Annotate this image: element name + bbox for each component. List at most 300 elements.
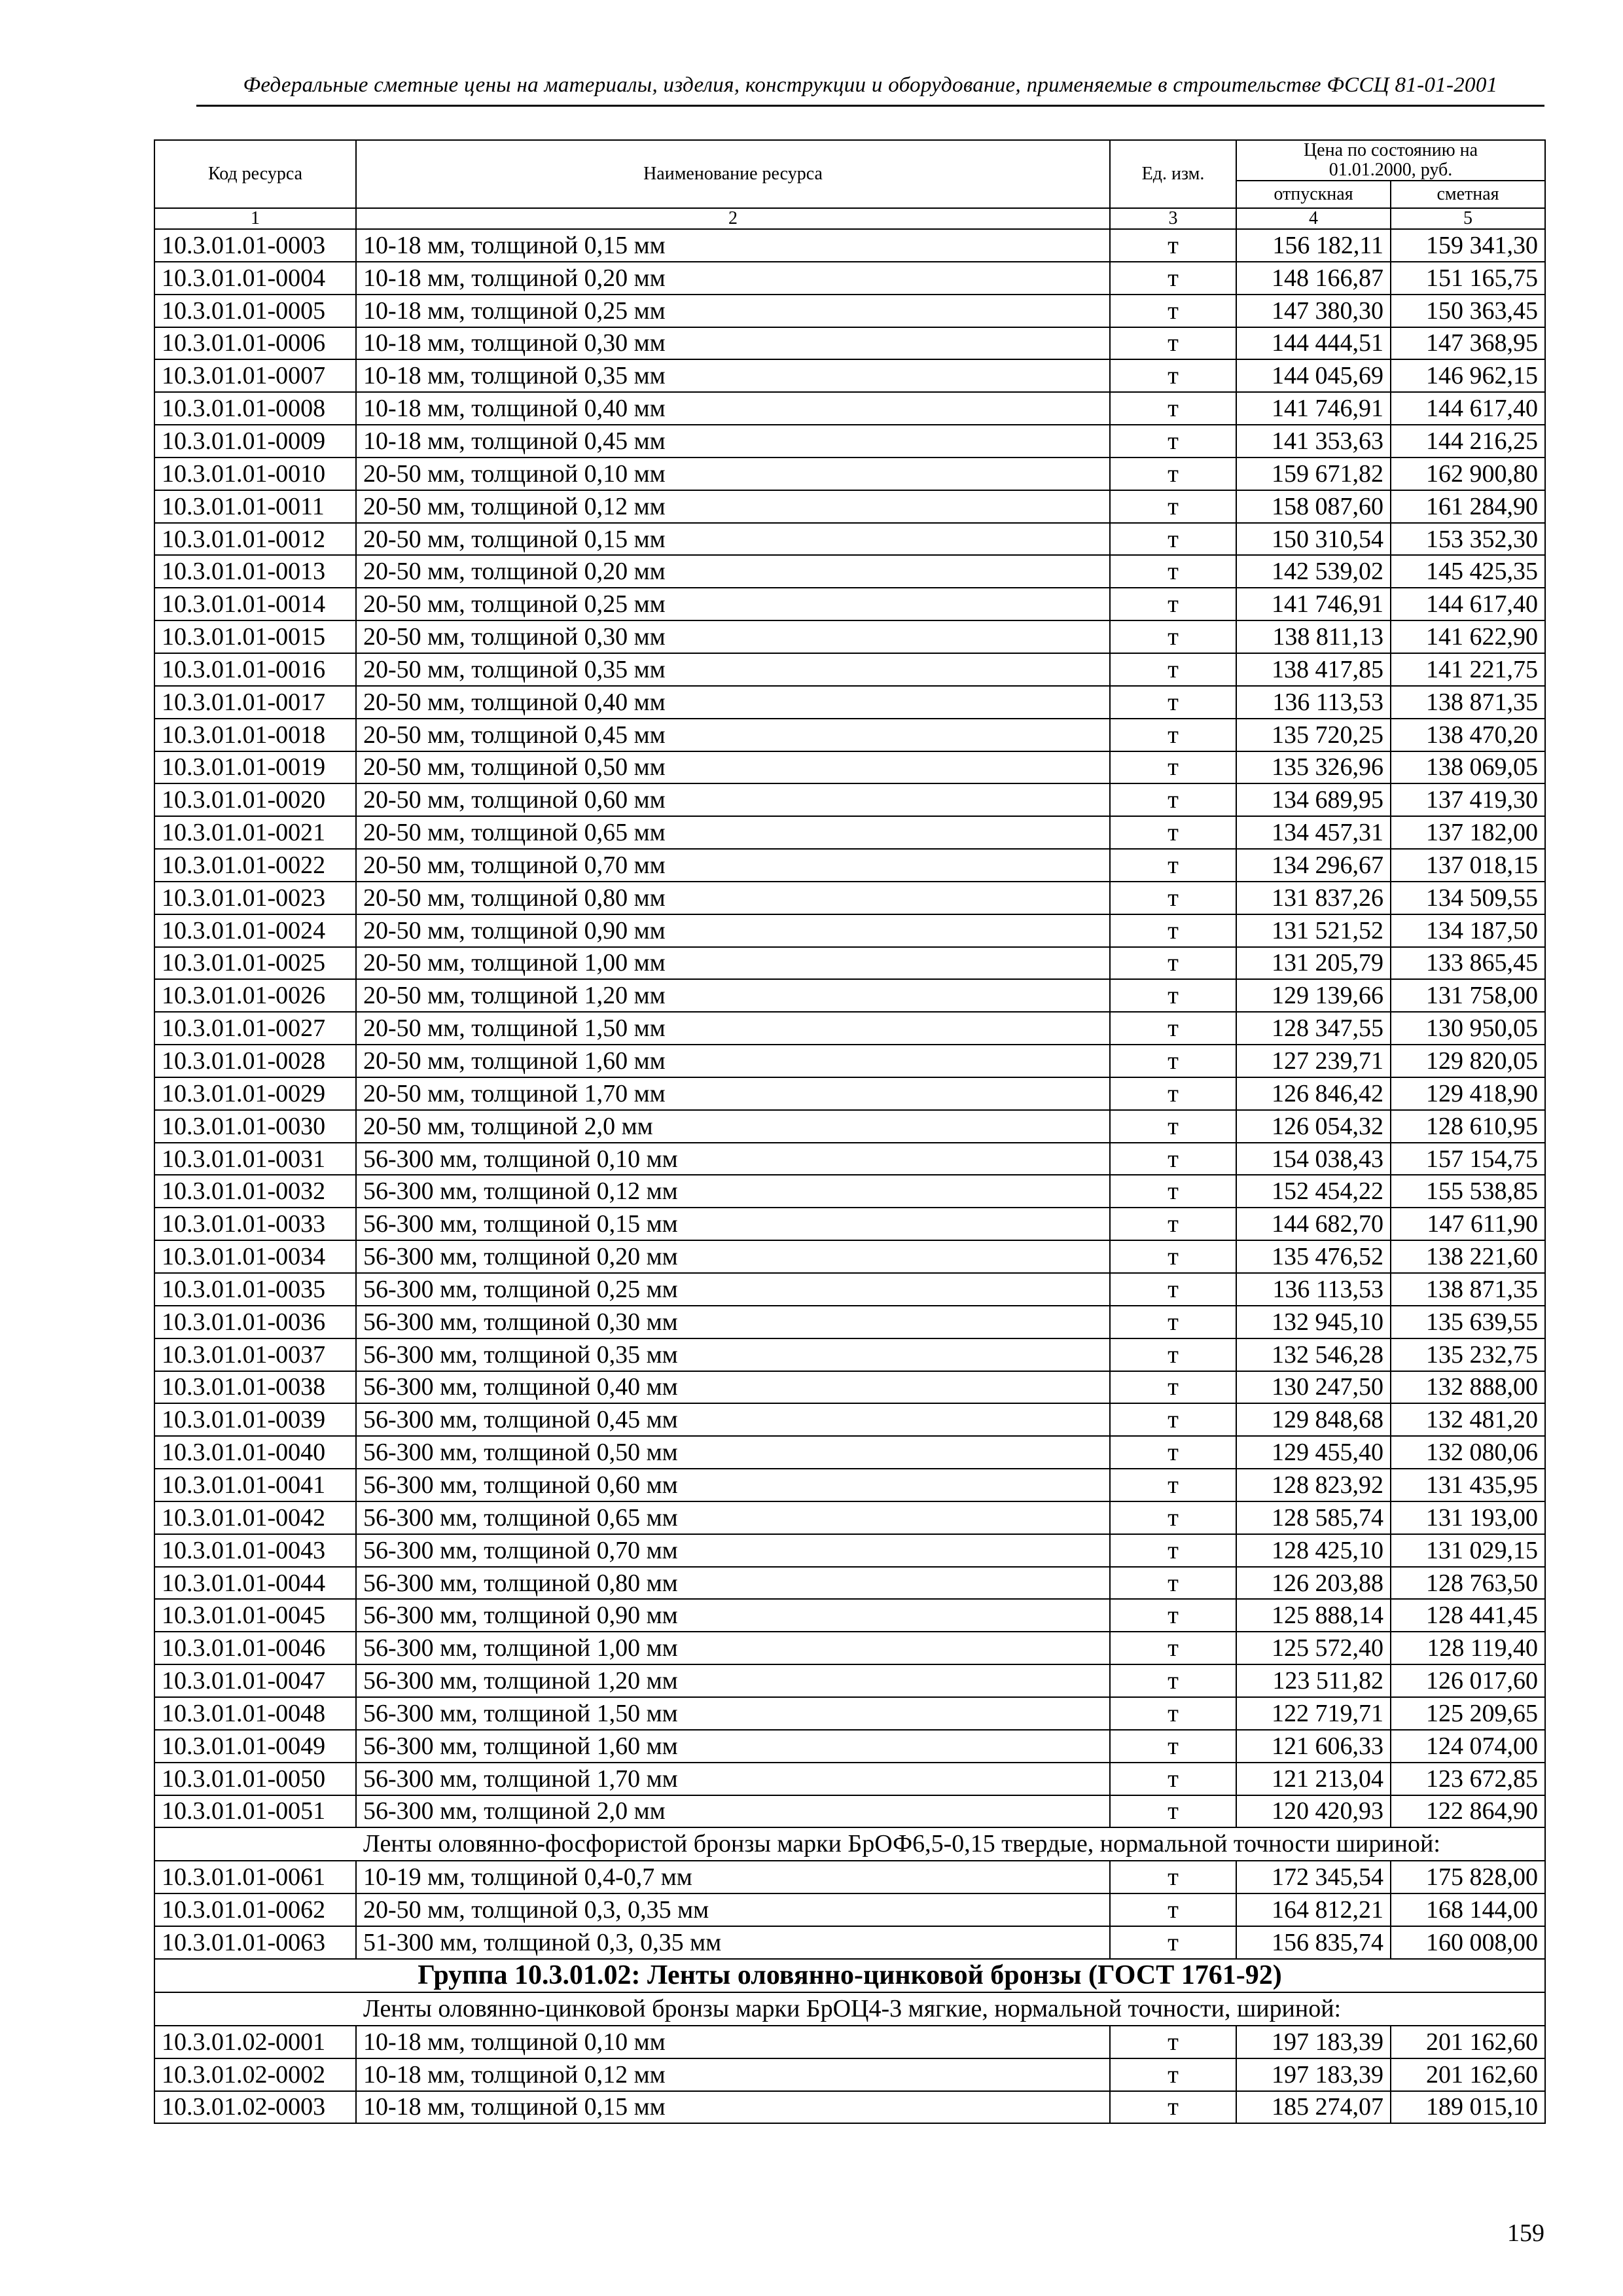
cell-name: 10-18 мм, толщиной 0,12 мм — [356, 2058, 1110, 2091]
cell-release-price: 135 326,96 — [1236, 751, 1391, 784]
table-row — [154, 620, 1545, 653]
cell-unit: т — [1110, 1697, 1236, 1730]
table-row — [154, 979, 1545, 1012]
cell-code: 10.3.01.01-0010 — [154, 457, 356, 490]
cell-unit: т — [1110, 620, 1236, 653]
cell-name: 20-50 мм, толщиной 0,80 мм — [356, 882, 1110, 914]
cell-estimate-price: 201 162,60 — [1391, 2058, 1545, 2091]
table-row — [154, 262, 1545, 295]
cell-code: 10.3.01.01-0045 — [154, 1599, 356, 1632]
cell-code: 10.3.01.01-0018 — [154, 719, 356, 751]
cell-estimate-price: 126 017,60 — [1391, 1664, 1545, 1697]
cell-name: 56-300 мм, толщиной 0,15 мм — [356, 1208, 1110, 1240]
cell-estimate-price: 189 015,10 — [1391, 2091, 1545, 2124]
table-row — [154, 1664, 1545, 1697]
cell-code: 10.3.01.01-0024 — [154, 914, 356, 947]
cell-code: 10.3.01.01-0034 — [154, 1240, 356, 1273]
section-group-c — [154, 1959, 1545, 2026]
table-row — [154, 783, 1545, 816]
table-row — [154, 1501, 1545, 1534]
cell-code: 10.3.01.01-0033 — [154, 1208, 356, 1240]
table-body-b — [154, 1861, 1545, 1959]
cell-unit: т — [1110, 2058, 1236, 2091]
cell-release-price: 129 455,40 — [1236, 1436, 1391, 1469]
cell-estimate-price: 131 758,00 — [1391, 979, 1545, 1012]
cell-name: 56-300 мм, толщиной 0,65 мм — [356, 1501, 1110, 1534]
cell-estimate-price: 138 871,35 — [1391, 686, 1545, 719]
cell-estimate-price: 132 481,20 — [1391, 1403, 1545, 1436]
col-number: 4 — [1236, 208, 1391, 229]
cell-release-price: 134 689,95 — [1236, 783, 1391, 816]
table-row — [154, 392, 1545, 425]
cell-estimate-price: 128 610,95 — [1391, 1110, 1545, 1143]
cell-code: 10.3.01.01-0014 — [154, 588, 356, 620]
cell-name: 20-50 мм, толщиной 0,25 мм — [356, 588, 1110, 620]
cell-estimate-price: 132 888,00 — [1391, 1371, 1545, 1404]
cell-estimate-price: 147 611,90 — [1391, 1208, 1545, 1240]
cell-name: 20-50 мм, толщиной 0,12 мм — [356, 490, 1110, 523]
table-row — [154, 2091, 1545, 2124]
cell-release-price: 136 113,53 — [1236, 1273, 1391, 1306]
cell-release-price: 150 310,54 — [1236, 523, 1391, 556]
cell-unit: т — [1110, 1371, 1236, 1404]
cell-name: 56-300 мм, толщиной 0,40 мм — [356, 1371, 1110, 1404]
cell-release-price: 126 054,32 — [1236, 1110, 1391, 1143]
cell-name: 20-50 мм, толщиной 1,20 мм — [356, 979, 1110, 1012]
table-row — [154, 1893, 1545, 1926]
cell-name: 56-300 мм, толщиной 0,25 мм — [356, 1273, 1110, 1306]
cell-code: 10.3.01.01-0062 — [154, 1893, 356, 1926]
cell-estimate-price: 159 341,30 — [1391, 229, 1545, 262]
table-row — [154, 1567, 1545, 1600]
cell-code: 10.3.01.01-0017 — [154, 686, 356, 719]
col-number: 3 — [1110, 208, 1236, 229]
cell-unit: т — [1110, 425, 1236, 457]
cell-name: 56-300 мм, толщиной 0,90 мм — [356, 1599, 1110, 1632]
cell-unit: т — [1110, 2026, 1236, 2058]
cell-unit: т — [1110, 490, 1236, 523]
cell-estimate-price: 161 284,90 — [1391, 490, 1545, 523]
cell-estimate-price: 122 864,90 — [1391, 1795, 1545, 1828]
cell-unit: т — [1110, 2091, 1236, 2124]
cell-name: 20-50 мм, толщиной 1,00 мм — [356, 947, 1110, 980]
cell-unit: т — [1110, 914, 1236, 947]
cell-unit: т — [1110, 686, 1236, 719]
cell-release-price: 129 848,68 — [1236, 1403, 1391, 1436]
table-row — [154, 914, 1545, 947]
cell-code: 10.3.01.01-0035 — [154, 1273, 356, 1306]
cell-name: 20-50 мм, толщиной 1,60 мм — [356, 1045, 1110, 1077]
table-row — [154, 1926, 1545, 1959]
cell-estimate-price: 168 144,00 — [1391, 1893, 1545, 1926]
cell-name: 56-300 мм, толщиной 1,00 мм — [356, 1632, 1110, 1664]
cell-release-price: 128 425,10 — [1236, 1534, 1391, 1567]
col-header-code: Код ресурса — [154, 140, 356, 208]
cell-estimate-price: 150 363,45 — [1391, 295, 1545, 327]
table-row — [154, 1012, 1545, 1045]
cell-unit: т — [1110, 1175, 1236, 1208]
cell-release-price: 197 183,39 — [1236, 2026, 1391, 2058]
cell-estimate-price: 151 165,75 — [1391, 262, 1545, 295]
cell-release-price: 125 888,14 — [1236, 1599, 1391, 1632]
subsection-note: Ленты оловянно-фосфористой бронзы марки БрОФ6,5-0,15 твердые, нормальной точности шириной: — [154, 1827, 1545, 1861]
cell-unit: т — [1110, 1436, 1236, 1469]
table-row — [154, 555, 1545, 588]
cell-unit: т — [1110, 816, 1236, 849]
cell-unit: т — [1110, 719, 1236, 751]
header-rule — [196, 105, 1544, 107]
cell-release-price: 197 183,39 — [1236, 2058, 1391, 2091]
cell-estimate-price: 128 763,50 — [1391, 1567, 1545, 1600]
cell-code: 10.3.01.01-0061 — [154, 1861, 356, 1893]
cell-estimate-price: 128 119,40 — [1391, 1632, 1545, 1664]
cell-name: 20-50 мм, толщиной 0,15 мм — [356, 523, 1110, 556]
table-row — [154, 1534, 1545, 1567]
cell-unit: т — [1110, 1143, 1236, 1175]
cell-release-price: 131 837,26 — [1236, 882, 1391, 914]
col-header-price: Цена по состоянию на 01.01.2000, руб. — [1236, 140, 1545, 181]
table-row — [154, 1175, 1545, 1208]
cell-code: 10.3.01.01-0063 — [154, 1926, 356, 1959]
cell-name: 56-300 мм, толщиной 0,20 мм — [356, 1240, 1110, 1273]
cell-release-price: 134 296,67 — [1236, 849, 1391, 882]
cell-unit: т — [1110, 229, 1236, 262]
cell-unit: т — [1110, 1240, 1236, 1273]
cell-estimate-price: 138 470,20 — [1391, 719, 1545, 751]
cell-name: 20-50 мм, толщиной 0,20 мм — [356, 555, 1110, 588]
cell-code: 10.3.01.01-0040 — [154, 1436, 356, 1469]
cell-release-price: 144 444,51 — [1236, 327, 1391, 360]
cell-code: 10.3.01.01-0007 — [154, 359, 356, 392]
cell-release-price: 138 811,13 — [1236, 620, 1391, 653]
cell-release-price: 126 846,42 — [1236, 1077, 1391, 1110]
cell-code: 10.3.01.01-0025 — [154, 947, 356, 980]
cell-release-price: 128 585,74 — [1236, 1501, 1391, 1534]
cell-unit: т — [1110, 1795, 1236, 1828]
cell-release-price: 144 045,69 — [1236, 359, 1391, 392]
cell-name: 56-300 мм, толщиной 0,12 мм — [356, 1175, 1110, 1208]
cell-code: 10.3.01.01-0050 — [154, 1763, 356, 1795]
page-header: Федеральные сметные цены на материалы, изделия, конструкции и оборудование, применяемые в строительстве ФССЦ 81-01-2001 — [243, 73, 1498, 97]
cell-estimate-price: 135 232,75 — [1391, 1338, 1545, 1371]
cell-estimate-price: 145 425,35 — [1391, 555, 1545, 588]
cell-estimate-price: 141 622,90 — [1391, 620, 1545, 653]
cell-release-price: 138 417,85 — [1236, 653, 1391, 686]
cell-release-price: 130 247,50 — [1236, 1371, 1391, 1404]
cell-estimate-price: 144 216,25 — [1391, 425, 1545, 457]
cell-estimate-price: 123 672,85 — [1391, 1763, 1545, 1795]
cell-code: 10.3.01.01-0044 — [154, 1567, 356, 1600]
cell-name: 20-50 мм, толщиной 0,90 мм — [356, 914, 1110, 947]
cell-estimate-price: 137 419,30 — [1391, 783, 1545, 816]
cell-release-price: 135 720,25 — [1236, 719, 1391, 751]
cell-estimate-price: 131 435,95 — [1391, 1469, 1545, 1501]
table-row — [154, 1371, 1545, 1404]
group-heading: Группа 10.3.01.02: Ленты оловянно-цинковой бронзы (ГОСТ 1761-92) — [154, 1959, 1545, 1992]
cell-release-price: 127 239,71 — [1236, 1045, 1391, 1077]
cell-name: 56-300 мм, толщиной 1,50 мм — [356, 1697, 1110, 1730]
cell-estimate-price: 134 187,50 — [1391, 914, 1545, 947]
cell-name: 56-300 мм, толщиной 1,20 мм — [356, 1664, 1110, 1697]
table-row — [154, 1077, 1545, 1110]
cell-unit: т — [1110, 1338, 1236, 1371]
cell-release-price: 131 521,52 — [1236, 914, 1391, 947]
cell-code: 10.3.01.01-0039 — [154, 1403, 356, 1436]
cell-code: 10.3.01.01-0051 — [154, 1795, 356, 1828]
cell-unit: т — [1110, 1501, 1236, 1534]
cell-code: 10.3.01.01-0042 — [154, 1501, 356, 1534]
table-row — [154, 2026, 1545, 2058]
cell-code: 10.3.01.01-0021 — [154, 816, 356, 849]
table-row — [154, 1861, 1545, 1893]
cell-name: 20-50 мм, толщиной 0,60 мм — [356, 783, 1110, 816]
table-row — [154, 1338, 1545, 1371]
table-row — [154, 947, 1545, 980]
cell-estimate-price: 175 828,00 — [1391, 1861, 1545, 1893]
cell-release-price: 129 139,66 — [1236, 979, 1391, 1012]
cell-estimate-price: 155 538,85 — [1391, 1175, 1545, 1208]
cell-code: 10.3.01.02-0001 — [154, 2026, 356, 2058]
cell-unit: т — [1110, 262, 1236, 295]
cell-unit: т — [1110, 588, 1236, 620]
cell-estimate-price: 147 368,95 — [1391, 327, 1545, 360]
cell-code: 10.3.01.01-0037 — [154, 1338, 356, 1371]
table-row — [154, 457, 1545, 490]
table-row — [154, 1143, 1545, 1175]
cell-release-price: 123 511,82 — [1236, 1664, 1391, 1697]
cell-unit: т — [1110, 1273, 1236, 1306]
cell-release-price: 120 420,93 — [1236, 1795, 1391, 1828]
cell-unit: т — [1110, 849, 1236, 882]
cell-estimate-price: 131 029,15 — [1391, 1534, 1545, 1567]
cell-name: 10-18 мм, толщиной 0,30 мм — [356, 327, 1110, 360]
table-body-c — [154, 2026, 1545, 2124]
cell-release-price: 147 380,30 — [1236, 295, 1391, 327]
cell-name: 20-50 мм, толщиной 0,65 мм — [356, 816, 1110, 849]
cell-name: 20-50 мм, толщиной 0,3, 0,35 мм — [356, 1893, 1110, 1926]
cell-estimate-price: 134 509,55 — [1391, 882, 1545, 914]
section-note-b — [154, 1827, 1545, 1861]
cell-name: 10-18 мм, толщиной 0,40 мм — [356, 392, 1110, 425]
subsection-note: Ленты оловянно-цинковой бронзы марки БрОЦ4-3 мягкие, нормальной точности, шириной: — [154, 1992, 1545, 2026]
cell-unit: т — [1110, 1012, 1236, 1045]
col-header-unit: Ед. изм. — [1110, 140, 1236, 208]
cell-unit: т — [1110, 1208, 1236, 1240]
table-row — [154, 1240, 1545, 1273]
cell-name: 56-300 мм, толщиной 0,10 мм — [356, 1143, 1110, 1175]
cell-name: 20-50 мм, толщиной 0,30 мм — [356, 620, 1110, 653]
cell-name: 20-50 мм, толщиной 0,40 мм — [356, 686, 1110, 719]
table-row — [154, 1697, 1545, 1730]
cell-release-price: 156 182,11 — [1236, 229, 1391, 262]
table-row — [154, 1599, 1545, 1632]
cell-estimate-price: 133 865,45 — [1391, 947, 1545, 980]
cell-unit: т — [1110, 1763, 1236, 1795]
table-row — [154, 1273, 1545, 1306]
cell-code: 10.3.01.02-0003 — [154, 2091, 356, 2124]
cell-name: 51-300 мм, толщиной 0,3, 0,35 мм — [356, 1926, 1110, 1959]
cell-estimate-price: 144 617,40 — [1391, 588, 1545, 620]
cell-name: 10-18 мм, толщиной 0,15 мм — [356, 229, 1110, 262]
cell-release-price: 156 835,74 — [1236, 1926, 1391, 1959]
cell-release-price: 142 539,02 — [1236, 555, 1391, 588]
cell-code: 10.3.01.01-0032 — [154, 1175, 356, 1208]
cell-unit: т — [1110, 1534, 1236, 1567]
table-row — [154, 295, 1545, 327]
cell-code: 10.3.01.01-0038 — [154, 1371, 356, 1404]
cell-release-price: 172 345,54 — [1236, 1861, 1391, 1893]
cell-name: 10-18 мм, толщиной 0,15 мм — [356, 2091, 1110, 2124]
cell-release-price: 148 166,87 — [1236, 262, 1391, 295]
cell-estimate-price: 124 074,00 — [1391, 1730, 1545, 1763]
cell-unit: т — [1110, 882, 1236, 914]
table-row — [154, 751, 1545, 784]
cell-release-price: 144 682,70 — [1236, 1208, 1391, 1240]
cell-unit: т — [1110, 457, 1236, 490]
cell-estimate-price: 201 162,60 — [1391, 2026, 1545, 2058]
cell-unit: т — [1110, 359, 1236, 392]
table-row — [154, 1730, 1545, 1763]
cell-estimate-price: 153 352,30 — [1391, 523, 1545, 556]
cell-release-price: 122 719,71 — [1236, 1697, 1391, 1730]
cell-unit: т — [1110, 1730, 1236, 1763]
table-row — [154, 849, 1545, 882]
cell-code: 10.3.01.01-0041 — [154, 1469, 356, 1501]
cell-unit: т — [1110, 392, 1236, 425]
cell-release-price: 132 546,28 — [1236, 1338, 1391, 1371]
table-row — [154, 1208, 1545, 1240]
table-body-a — [154, 229, 1545, 1827]
table-row — [154, 359, 1545, 392]
cell-code: 10.3.01.01-0004 — [154, 262, 356, 295]
cell-name: 56-300 мм, толщиной 0,35 мм — [356, 1338, 1110, 1371]
cell-release-price: 131 205,79 — [1236, 947, 1391, 980]
cell-name: 56-300 мм, толщиной 1,60 мм — [356, 1730, 1110, 1763]
cell-release-price: 154 038,43 — [1236, 1143, 1391, 1175]
cell-unit: т — [1110, 1045, 1236, 1077]
table-row — [154, 523, 1545, 556]
cell-name: 10-18 мм, толщиной 0,45 мм — [356, 425, 1110, 457]
table-row — [154, 1763, 1545, 1795]
cell-estimate-price: 129 820,05 — [1391, 1045, 1545, 1077]
cell-unit: т — [1110, 327, 1236, 360]
col-number: 5 — [1391, 208, 1545, 229]
cell-name: 20-50 мм, толщиной 0,35 мм — [356, 653, 1110, 686]
cell-estimate-price: 162 900,80 — [1391, 457, 1545, 490]
cell-unit: т — [1110, 1306, 1236, 1338]
cell-code: 10.3.01.01-0036 — [154, 1306, 356, 1338]
cell-name: 10-18 мм, толщиной 0,25 мм — [356, 295, 1110, 327]
cell-estimate-price: 141 221,75 — [1391, 653, 1545, 686]
table-row — [154, 1306, 1545, 1338]
cell-release-price: 132 945,10 — [1236, 1306, 1391, 1338]
cell-release-price: 159 671,82 — [1236, 457, 1391, 490]
cell-unit: т — [1110, 1664, 1236, 1697]
cell-name: 20-50 мм, толщиной 0,10 мм — [356, 457, 1110, 490]
cell-release-price: 164 812,21 — [1236, 1893, 1391, 1926]
cell-unit: т — [1110, 1599, 1236, 1632]
cell-code: 10.3.01.01-0028 — [154, 1045, 356, 1077]
cell-code: 10.3.01.01-0013 — [154, 555, 356, 588]
cell-release-price: 134 457,31 — [1236, 816, 1391, 849]
cell-estimate-price: 132 080,06 — [1391, 1436, 1545, 1469]
cell-unit: т — [1110, 1110, 1236, 1143]
cell-unit: т — [1110, 751, 1236, 784]
cell-unit: т — [1110, 1893, 1236, 1926]
cell-unit: т — [1110, 653, 1236, 686]
cell-unit: т — [1110, 979, 1236, 1012]
cell-release-price: 125 572,40 — [1236, 1632, 1391, 1664]
cell-name: 56-300 мм, толщиной 0,50 мм — [356, 1436, 1110, 1469]
cell-name: 56-300 мм, толщиной 0,60 мм — [356, 1469, 1110, 1501]
table-row — [154, 653, 1545, 686]
cell-estimate-price: 138 221,60 — [1391, 1240, 1545, 1273]
cell-estimate-price: 135 639,55 — [1391, 1306, 1545, 1338]
cell-estimate-price: 146 962,15 — [1391, 359, 1545, 392]
cell-code: 10.3.01.01-0047 — [154, 1664, 356, 1697]
cell-release-price: 141 353,63 — [1236, 425, 1391, 457]
cell-release-price: 128 823,92 — [1236, 1469, 1391, 1501]
table-row — [154, 1469, 1545, 1501]
cell-unit: т — [1110, 1077, 1236, 1110]
cell-code: 10.3.01.01-0029 — [154, 1077, 356, 1110]
table-row — [154, 229, 1545, 262]
cell-unit: т — [1110, 295, 1236, 327]
cell-release-price: 121 213,04 — [1236, 1763, 1391, 1795]
cell-name: 20-50 мм, толщиной 0,50 мм — [356, 751, 1110, 784]
cell-code: 10.3.01.01-0031 — [154, 1143, 356, 1175]
cell-unit: т — [1110, 1469, 1236, 1501]
cell-code: 10.3.01.01-0012 — [154, 523, 356, 556]
table-row — [154, 882, 1545, 914]
col-header-estimate: сметная — [1391, 181, 1545, 208]
table-row — [154, 719, 1545, 751]
table-row — [154, 1436, 1545, 1469]
cell-name: 56-300 мм, толщиной 2,0 мм — [356, 1795, 1110, 1828]
cell-code: 10.3.01.01-0008 — [154, 392, 356, 425]
cell-release-price: 121 606,33 — [1236, 1730, 1391, 1763]
cell-estimate-price: 138 871,35 — [1391, 1273, 1545, 1306]
table-row — [154, 1632, 1545, 1664]
cell-name: 10-18 мм, толщиной 0,20 мм — [356, 262, 1110, 295]
table-row — [154, 425, 1545, 457]
cell-code: 10.3.01.01-0030 — [154, 1110, 356, 1143]
page-number: 159 — [1507, 2219, 1544, 2247]
cell-unit: т — [1110, 1861, 1236, 1893]
cell-unit: т — [1110, 1632, 1236, 1664]
cell-name: 10-19 мм, толщиной 0,4-0,7 мм — [356, 1861, 1110, 1893]
cell-estimate-price: 160 008,00 — [1391, 1926, 1545, 1959]
col-number: 1 — [154, 208, 356, 229]
cell-unit: т — [1110, 523, 1236, 556]
cell-release-price: 152 454,22 — [1236, 1175, 1391, 1208]
cell-release-price: 141 746,91 — [1236, 588, 1391, 620]
cell-code: 10.3.01.01-0016 — [154, 653, 356, 686]
cell-code: 10.3.01.01-0009 — [154, 425, 356, 457]
cell-unit: т — [1110, 1926, 1236, 1959]
table-row — [154, 1795, 1545, 1828]
cell-name: 10-18 мм, толщиной 0,10 мм — [356, 2026, 1110, 2058]
cell-release-price: 136 113,53 — [1236, 686, 1391, 719]
cell-unit: т — [1110, 947, 1236, 980]
cell-name: 20-50 мм, толщиной 1,70 мм — [356, 1077, 1110, 1110]
cell-estimate-price: 129 418,90 — [1391, 1077, 1545, 1110]
table-row — [154, 490, 1545, 523]
cell-code: 10.3.01.01-0026 — [154, 979, 356, 1012]
table-row — [154, 2058, 1545, 2091]
cell-name: 56-300 мм, толщиной 0,30 мм — [356, 1306, 1110, 1338]
cell-estimate-price: 137 018,15 — [1391, 849, 1545, 882]
